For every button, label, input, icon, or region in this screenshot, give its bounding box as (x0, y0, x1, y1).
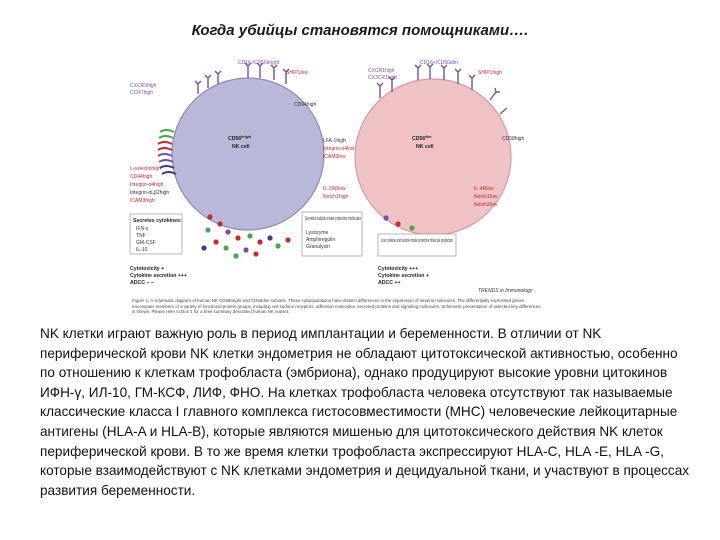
figure-credit: TRENDS in Immunology (478, 288, 533, 294)
left-stat-cytotoxicity: Cytotoxicity + (130, 266, 165, 272)
left-cytokines-title: Secretes cytokines: (133, 218, 182, 224)
right-cell-name-2: NK cell (416, 144, 434, 150)
right-label-lfa1: LFA-1high (323, 138, 346, 144)
innate-title-line: Secreted soluble innate protective molecules (305, 216, 362, 222)
left-label-lselectin: L-selectinhigh (130, 166, 161, 172)
slide-title: Когда убийцы становятся помощниками…. (191, 22, 529, 39)
right-label-notch2: Notch2low (474, 202, 498, 208)
right-ccr-label-1: CXCR1high (368, 68, 395, 74)
left-cytokine-ifn: IFN-γ (136, 226, 149, 232)
left-label-integrin-alb2: Integrin-αLβ2high (130, 190, 170, 196)
left-ship-label: SHIP1low (286, 70, 308, 76)
left-stat-adcc: ADCC − − (130, 280, 154, 286)
right-top-label: CD16+/CD56dim (420, 60, 458, 66)
right-cd58-label: CD58high (502, 136, 525, 142)
cd56dim-cell-body (355, 79, 511, 235)
right-label-notch1: Notch1high (323, 194, 349, 200)
left-stat-cytokine: Cytokine secretion +++ (130, 273, 187, 279)
left-cell-name-1: $CD56^{bright}$ (228, 135, 252, 142)
left-ccr-label-2: CCR7high (130, 90, 154, 96)
left-label-cd44: CD44high (130, 174, 153, 180)
right-label-icam3: ICAM3low (323, 154, 346, 160)
body-paragraph: NK клетки играют важную роль в период имплантации и беременности. В отличии от NK периферической крови NK клетки эндометрия не обладают цитотоксической активностью, особенно по отношению к клеткам трофобласта (эмбриона), однако продуцируют высокие уровни цитокинов ИФН-γ, ИЛ-10, ГМ-КСФ, ЛИФ, ФНО. На клетках трофобласта человека отсутствуют так называемые классические класса I главного комплекса гистосовместимости (МНС) человеческие лейкоцитарные антигены (HLA-A и HLA-B), которые являются мишенью для цитотоксического действия NK клеток периферической крови. В то же время клетки трофобласта экспрессируют HLA-C, HLA -E, HLA -G, которые взаимодействуют с NK клетками эндометрия и децидуальной ткани, и участвуют в процессах развития беременности. (40, 326, 690, 498)
nk-cell-diagram (128, 42, 546, 322)
right-cell-name-1: $CD56^{dim}$ (412, 135, 432, 142)
right-label-notch1low: Notch1low (474, 194, 498, 200)
figure-caption: Figure 1. A schematic diagram of human NK CD56bright and CD56dim subsets. These subpopulations have distinct differences in the expression of several molecules. The differentially expressed genes encompass members of a variety of functional protein groups, including cell surface receptors, adhesion molecules, secreted proteins and signaling molecules. Schematic presentation of selected key differences is shown. Please refer to Box 1 for a brief summary described human NK subset. (132, 298, 541, 315)
left-cytokine-tnf: TNF (136, 233, 146, 239)
right-label-il2rb: IL-2Rβlow (323, 186, 346, 192)
innate-granulysin: Granulysin (306, 244, 330, 250)
left-cell-name-2: NK cell (232, 144, 250, 150)
right-ccr-label-2: CX3CR1high (368, 75, 398, 81)
left-cd94-label: CD94high (294, 102, 317, 108)
right-stat-cytotoxicity: Cytotoxicity +++ (378, 266, 419, 272)
innate-lysozyme: Lysozyme (306, 230, 329, 236)
left-top-label: CD16-/CD56bright (238, 60, 280, 66)
right-label-integrin: Integrin-α4low (323, 146, 355, 152)
left-ccr-label-1: CXCR3high (130, 83, 157, 89)
left-label-icam3: ICAM3high (130, 198, 155, 204)
cd56bright-cell-body (172, 78, 324, 230)
right-low-production-text: Low cytokine and soluble innate protective molecule production (381, 238, 454, 244)
nk-diagram-svg (128, 42, 546, 322)
right-ship-label: SHIP1high (478, 70, 502, 76)
left-cytokine-gmcsf: GM-CSF (136, 240, 156, 246)
innate-amphiregulin: Amphiregulin (306, 237, 336, 243)
left-label-integrin-a4: Integrin-α4high (130, 182, 164, 188)
left-cytokine-il10: IL-10 (136, 247, 148, 253)
right-stat-adcc: ADCC ++ (378, 280, 401, 286)
right-label-il4r: IL-4Rlow (474, 186, 494, 192)
right-stat-cytokine: Cytokine secretion + (378, 273, 429, 279)
